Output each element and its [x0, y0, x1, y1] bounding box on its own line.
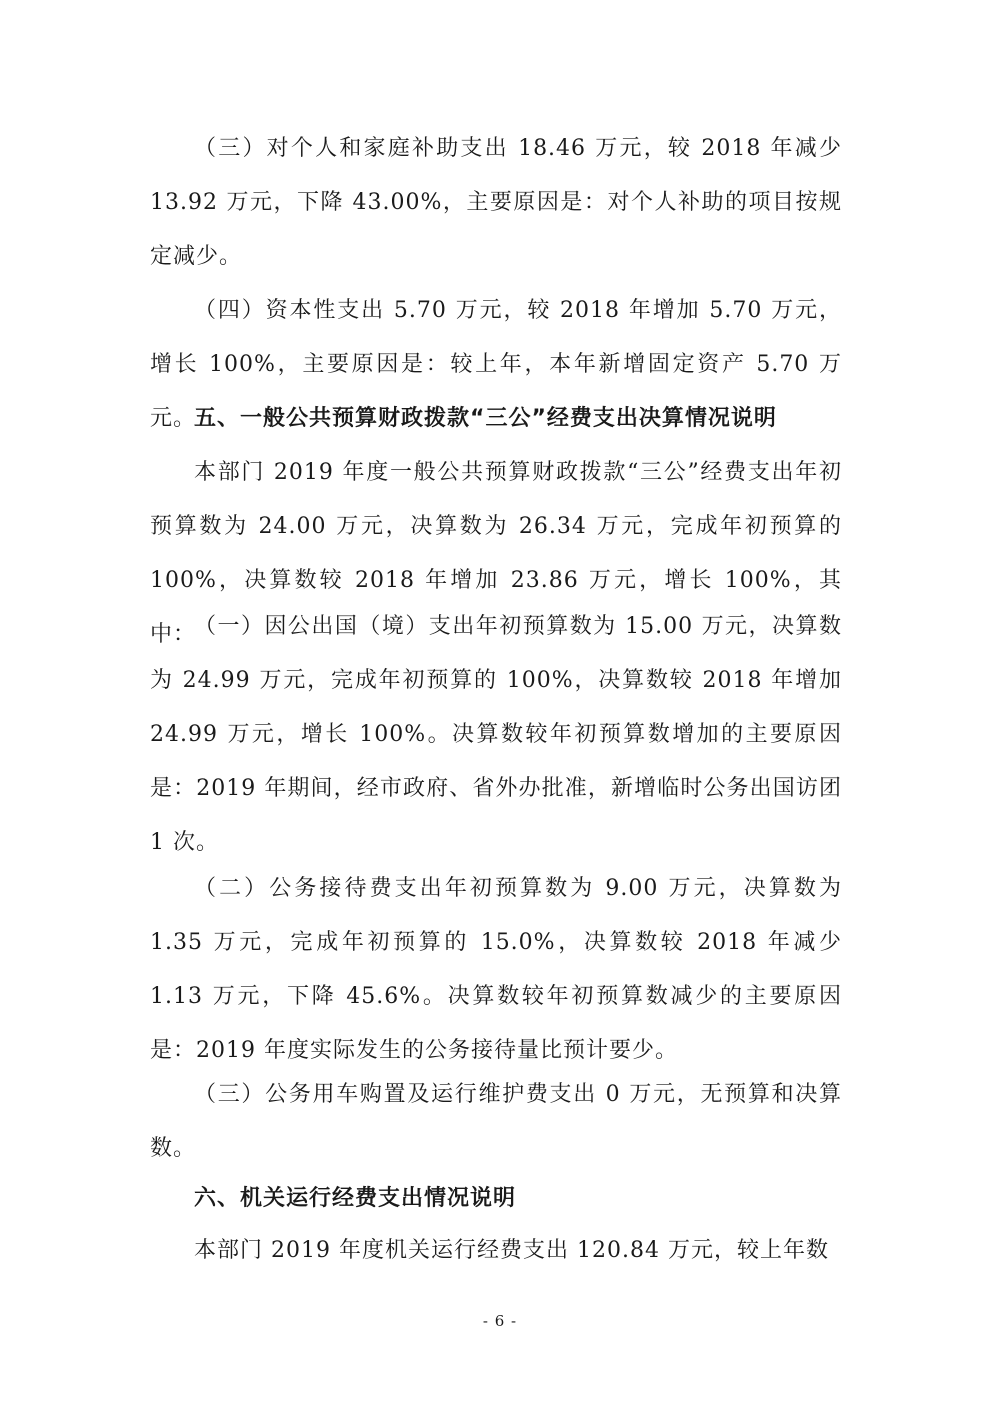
page-number: - 6 -: [482, 1312, 518, 1330]
paragraph-overseas-travel: （一）因公出国（境）支出年初预算数为 15.00 万元，决算数为 24.99 万元，完成年初预算的 100%，决算数较 2018 年增加 24.99 万元，增长 100%。决算数较年初预算数增加的主要原因是：2019 年期间，经市政府、省外办批准，新增临时公务出国访团 1 次。: [150, 614, 842, 855]
section-heading-operating-expenses: 六、机关运行经费支出情况说明: [194, 1186, 517, 1211]
paragraph-capital-expenditure: （四）资本性支出 5.70 万元，较 2018 年增加 5.70 万元，增长 100%，主要原因是：较上年，本年新增固定资产 5.70 万元。: [150, 298, 842, 431]
section-heading-three-public-expenses: 五、一般公共预算财政拨款“三公”经费支出决算情况说明: [194, 406, 777, 431]
paragraph-personal-family-subsidy: （三）对个人和家庭补助支出 18.46 万元，较 2018 年减少 13.92 万元，下降 43.00%，主要原因是：对个人补助的项目按规定减少。: [150, 136, 842, 269]
paragraph-official-reception: （二）公务接待费支出年初预算数为 9.00 万元，决算数为 1.35 万元，完成年初预算的 15.0%，决算数较 2018 年减少 1.13 万元，下降 45.6%。决算数较年初预算数减少的主要原因是：2019 年度实际发生的公务接待量比预计要少。: [150, 876, 842, 1063]
paragraph-three-public-intro: 本部门 2019 年度一般公共预算财政拨款“三公”经费支出年初预算数为 24.00 万元，决算数为 26.34 万元，完成年初预算的 100%，决算数较 2018 年增加 23.86 万元，增长 100%，其中：: [150, 460, 842, 647]
paragraph-official-vehicles: （三）公务用车购置及运行维护费支出 0 万元，无预算和决算数。: [150, 1082, 842, 1161]
paragraph-operating-expenses-intro: 本部门 2019 年度机关运行经费支出 120.84 万元，较上年数: [194, 1238, 829, 1263]
